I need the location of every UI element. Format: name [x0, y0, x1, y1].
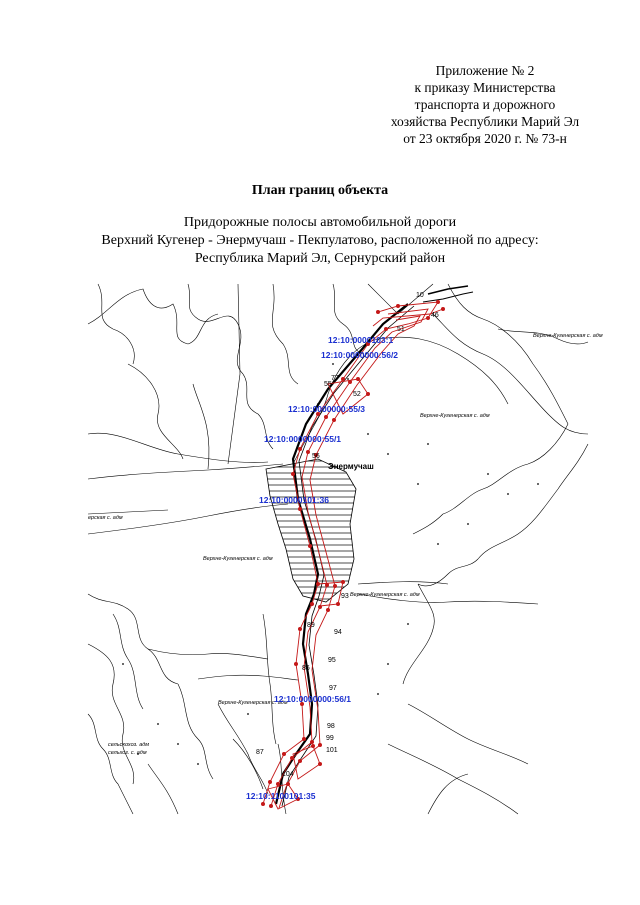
road-label: Верхне-Кугенерская с. адм	[420, 413, 490, 419]
road-label: ерская с. адм	[88, 515, 123, 521]
subtitle-line-3: Республика Марий Эл, Сернурский район	[194, 251, 446, 266]
point-label: 93	[341, 593, 349, 600]
point-label: 77	[331, 375, 339, 382]
point-label: 55	[324, 381, 332, 388]
appendix-block	[360, 62, 610, 147]
road-label: сельскохоз. адм	[108, 742, 150, 748]
road-label: Верхне-Кугенерская с. адм	[533, 333, 603, 339]
road-label: сельхоз. с. адм	[108, 750, 147, 756]
point-label: 101	[326, 747, 338, 754]
appendix-line-5: от 23 октября 2020 г. № 73-н	[403, 131, 567, 146]
cadastral-label: 12:10:0000103:1	[328, 335, 394, 345]
appendix-line-4: хозяйства Республики Марий Эл	[390, 114, 580, 129]
appendix-line-2: к приказу Министерства	[414, 80, 556, 95]
cadastral-label: 12:10:0000000:56/2	[321, 350, 399, 360]
road-label: Верхне-Кугенерская с. адм	[350, 592, 420, 598]
cadastral-label: 12:10:0000101:36	[259, 495, 329, 505]
appendix-line-1: Приложение № 2	[435, 63, 535, 78]
point-label: 94	[334, 629, 342, 636]
appendix-line-3: транспорта и дорожного	[414, 97, 556, 112]
document-title: План границ объекта	[251, 183, 389, 198]
point-label: 46	[431, 312, 439, 319]
cadastral-label: 12:10:1100101:35	[246, 791, 316, 801]
boundary-map	[88, 284, 603, 814]
point-label: 10	[416, 292, 424, 299]
cadastral-label: 12:10:0000000:55/3	[288, 404, 366, 414]
point-label: 99	[326, 735, 334, 742]
point-label: 98	[327, 723, 335, 730]
point-label: 104	[282, 771, 294, 778]
subtitle-line-2: Верхний Кугенер - Энермучаш - Пекпулатово, расположенной по адресу:	[101, 233, 539, 248]
boundary-map-drawing	[88, 284, 603, 814]
point-label: 52	[353, 391, 361, 398]
cadastral-label: 12:10:0000000:55/1	[264, 434, 342, 444]
point-label: 86	[302, 665, 310, 672]
point-label: 56	[312, 453, 320, 460]
document-subtitle	[0, 214, 640, 268]
point-label: 51	[397, 326, 405, 333]
subtitle-line-1: Придорожные полосы автомобильной дороги	[183, 215, 457, 230]
point-label: 89	[307, 622, 315, 629]
road-label: Верхне-Кугенерская с. адм	[203, 556, 273, 562]
point-label: 87	[256, 749, 264, 756]
point-label: 95	[328, 657, 336, 664]
cadastral-label: 12:10:0000000:56/1	[274, 694, 352, 704]
point-label: 97	[329, 685, 337, 692]
settlement-label: Энермучаш	[328, 462, 374, 471]
road-label: Верхне-Кугенерская с. адм	[218, 700, 288, 706]
